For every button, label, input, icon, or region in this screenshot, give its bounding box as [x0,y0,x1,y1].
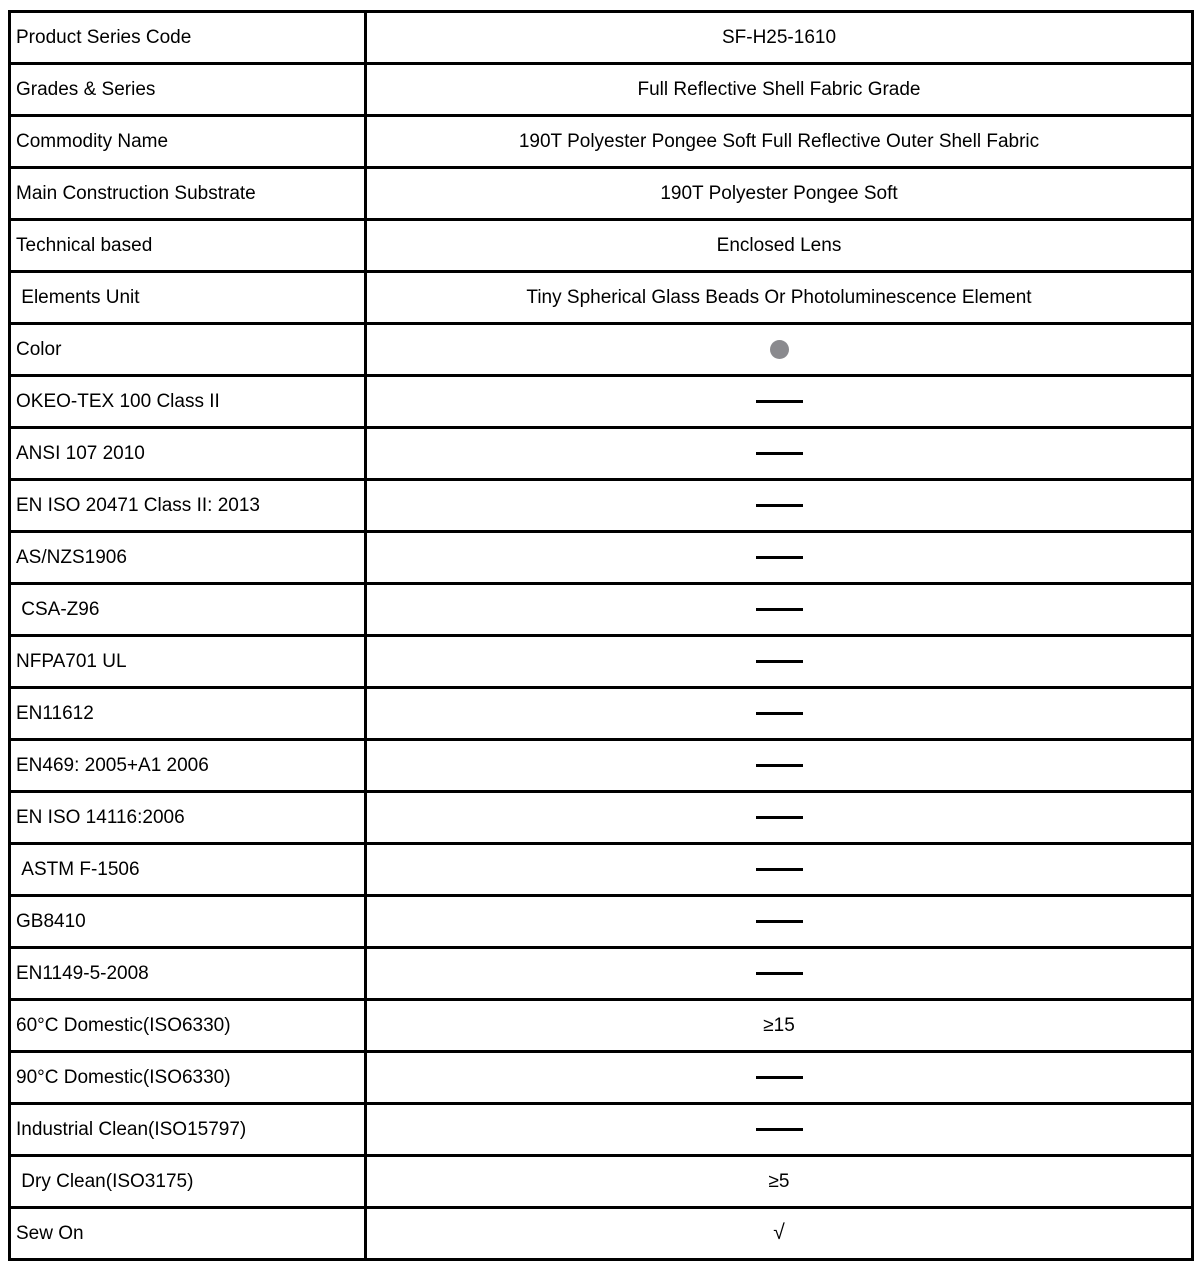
dash-mark [756,920,803,923]
row-value-text: 190T Polyester Pongee Soft [660,182,898,204]
dash-mark [756,608,803,611]
table-row [10,1104,1193,1156]
table-row [10,1156,1193,1208]
row-label: ANSI 107 2010 [10,428,366,480]
dash-mark [756,1076,803,1079]
table-row [10,272,1193,324]
row-value [366,844,1193,896]
table-row [10,12,1193,64]
dash-mark [756,764,803,767]
table-row [10,116,1193,168]
row-value [366,12,1193,64]
row-value [366,636,1193,688]
row-value [366,1156,1193,1208]
row-value [366,1052,1193,1104]
row-value [366,948,1193,1000]
table-row [10,376,1193,428]
dash-mark [756,972,803,975]
row-label: Product Series Code [10,12,366,64]
row-label: Sew On [10,1208,366,1260]
row-value-text: ≥5 [768,1170,790,1192]
dash-mark [756,868,803,871]
row-label: Grades & Series [10,64,366,116]
dash-mark [756,504,803,507]
row-value [366,428,1193,480]
row-value [366,376,1193,428]
row-label: GB8410 [10,896,366,948]
row-value-text: SF-H25-1610 [721,26,837,48]
row-value-text: Full Reflective Shell Fabric Grade [637,78,921,100]
color-dot [770,340,789,359]
table-row [10,1000,1193,1052]
row-label: 90°C Domestic(ISO6330) [10,1052,366,1104]
row-value [366,1208,1193,1260]
dash-mark [756,1128,803,1131]
dash-mark [756,556,803,559]
row-label: EN11612 [10,688,366,740]
row-label: EN469: 2005+A1 2006 [10,740,366,792]
row-value [366,1000,1193,1052]
table-row [10,740,1193,792]
row-value [366,740,1193,792]
row-value [366,480,1193,532]
dash-mark [756,452,803,455]
row-value-text: 190T Polyester Pongee Soft Full Reflective Outer Shell Fabric [518,130,1040,152]
table-row [10,220,1193,272]
table-row [10,896,1193,948]
row-label: EN ISO 20471 Class II: 2013 [10,480,366,532]
row-value [366,792,1193,844]
row-label: OKEO-TEX 100 Class II [10,376,366,428]
row-value [366,584,1193,636]
row-label: EN ISO 14116:2006 [10,792,366,844]
table-row [10,532,1193,584]
row-value-text: Tiny Spherical Glass Beads Or Photoluminescence Element [526,286,1032,308]
table-row [10,688,1193,740]
row-label: CSA-Z96 [10,584,366,636]
table-row [10,480,1193,532]
product-spec-table [8,10,1194,1261]
dash-mark [756,660,803,663]
row-value-text: Enclosed Lens [716,234,842,256]
row-label: AS/NZS1906 [10,532,366,584]
table-row [10,324,1193,376]
row-label: Dry Clean(ISO3175) [10,1156,366,1208]
table-row [10,584,1193,636]
row-label: Commodity Name [10,116,366,168]
row-label: EN1149-5-2008 [10,948,366,1000]
row-value [366,116,1193,168]
table-row [10,428,1193,480]
table-row [10,792,1193,844]
table-row [10,64,1193,116]
row-label: Technical based [10,220,366,272]
table-row [10,168,1193,220]
table-row [10,948,1193,1000]
row-label: ASTM F-1506 [10,844,366,896]
row-value [366,220,1193,272]
row-value [366,168,1193,220]
row-value [366,896,1193,948]
check-mark: √ [773,1221,785,1245]
row-label: Elements Unit [10,272,366,324]
row-value [366,324,1193,376]
row-value [366,532,1193,584]
row-value-text: ≥15 [763,1014,795,1036]
spec-table-body [10,12,1193,1260]
row-value [366,688,1193,740]
row-value [366,64,1193,116]
dash-mark [756,816,803,819]
row-value [366,272,1193,324]
row-label: NFPA701 UL [10,636,366,688]
row-label: Main Construction Substrate [10,168,366,220]
dash-mark [756,400,803,403]
table-row [10,1052,1193,1104]
row-label: Industrial Clean(ISO15797) [10,1104,366,1156]
dash-mark [756,712,803,715]
table-row [10,1208,1193,1260]
row-value [366,1104,1193,1156]
row-label: 60°C Domestic(ISO6330) [10,1000,366,1052]
row-label: Color [10,324,366,376]
table-row [10,844,1193,896]
table-row [10,636,1193,688]
